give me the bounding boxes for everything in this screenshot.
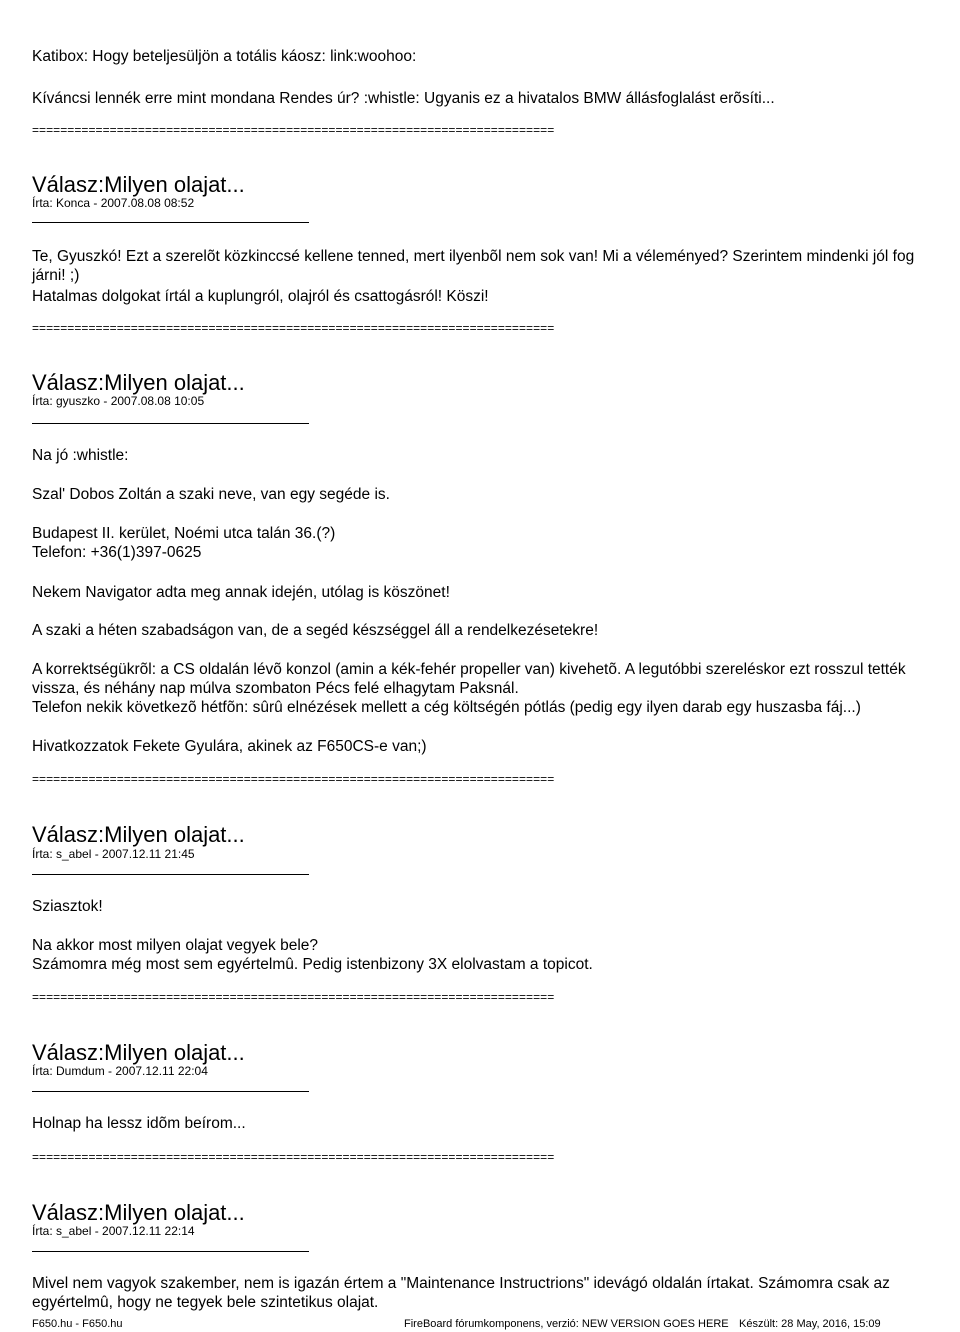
post-text: Mivel nem vagyok szakember, nem is igazán értem a "Maintenance Instructrions" idevágó oldalán írtakat. Számomra csak az egyértelmû, hogy ne tegyek bele szintetikus olajat. <box>32 1275 890 1311</box>
post-divider <box>32 222 309 223</box>
post-title: Válasz:Milyen olajat... <box>32 172 245 197</box>
footer-site: F650.hu - F650.hu <box>32 1318 123 1330</box>
post-meta: Írta: Konca - 2007.08.08 08:52 <box>32 196 195 210</box>
post-title: Válasz:Milyen olajat... <box>32 822 245 847</box>
separator: ========================================================================== <box>32 123 555 137</box>
post-title: Válasz:Milyen olajat... <box>32 370 245 395</box>
post-text: Számomra még most sem egyértelmû. Pedig istenbizony 3X elolvastam a topicot. <box>32 956 593 973</box>
post-meta: Írta: s_abel - 2007.12.11 21:45 <box>32 847 195 861</box>
post-text: Na jó :whistle: <box>32 447 129 464</box>
post-divider <box>32 1091 309 1092</box>
separator: ========================================================================== <box>32 772 555 786</box>
post-divider <box>32 423 309 424</box>
footer-generator: FireBoard fórumkomponens, verzió: NEW VERSION GOES HERE <box>404 1318 729 1330</box>
post-text: Holnap ha lessz idõm beírom... <box>32 1115 246 1132</box>
post-text: A korrektségükrõl: a CS oldalán lévõ konzol (amin a kék-fehér propeller van) kivehetõ. A legutóbbi szereléskor ezt rosszul tették vissza, és néhány nap múlva szombaton Pécs felé elhagytam Paksnál. <box>32 661 906 697</box>
post-divider <box>32 1251 309 1252</box>
post-title: Válasz:Milyen olajat... <box>32 1040 245 1065</box>
post-text: Szal' Dobos Zoltán a szaki neve, van egy segéde is. <box>32 486 390 503</box>
footer-date: Készült: 28 May, 2016, 15:09 <box>739 1318 881 1330</box>
post-text: Telefon nekik következõ hétfõn: sûrû elnézések mellett a cég költségén pótlás (pedig egy ilyen darab egy huszasba fáj...) <box>32 699 861 716</box>
separator: ========================================================================== <box>32 990 555 1004</box>
intro-line-1: Katibox: Hogy beteljesüljön a totális káosz: link:woohoo: <box>32 48 417 65</box>
post-text: Hatalmas dolgokat írtál a kuplungról, olajról és csattogásról! Köszi! <box>32 288 489 305</box>
post-meta: Írta: gyuszko - 2007.08.08 10:05 <box>32 394 205 408</box>
intro-line-2: Kíváncsi lennék erre mint mondana Rendes úr? :whistle: Ugyanis ez a hivatalos BMW állásfoglalást erõsíti... <box>32 90 775 107</box>
separator: ========================================================================== <box>32 1150 555 1164</box>
separator: ========================================================================== <box>32 321 555 335</box>
post-text: Budapest II. kerület, Noémi utca talán 36.(?) <box>32 525 336 542</box>
post-text: Nekem Navigator adta meg annak idején, utólag is köszönet! <box>32 584 450 601</box>
post-text: Hivatkozzatok Fekete Gyulára, akinek az F650CS-e van;) <box>32 738 427 755</box>
post-title: Válasz:Milyen olajat... <box>32 1200 245 1225</box>
post-meta: Írta: Dumdum - 2007.12.11 22:04 <box>32 1064 208 1078</box>
post-text: Na akkor most milyen olajat vegyek bele? <box>32 937 319 954</box>
post-meta: Írta: s_abel - 2007.12.11 22:14 <box>32 1224 195 1238</box>
post-text: Telefon: +36(1)397-0625 <box>32 544 202 561</box>
post-divider <box>32 874 309 875</box>
post-text: Te, Gyuszkó! Ezt a szerelõt közkinccsé kellene tenned, mert ilyenbõl nem sok van! Mi a véleményed? Szerintem mindenki jól fog járni! ;) <box>32 248 915 284</box>
post-text: Sziasztok! <box>32 898 103 915</box>
post-text: A szaki a héten szabadságon van, de a segéd készséggel áll a rendelkezésetekre! <box>32 622 599 639</box>
